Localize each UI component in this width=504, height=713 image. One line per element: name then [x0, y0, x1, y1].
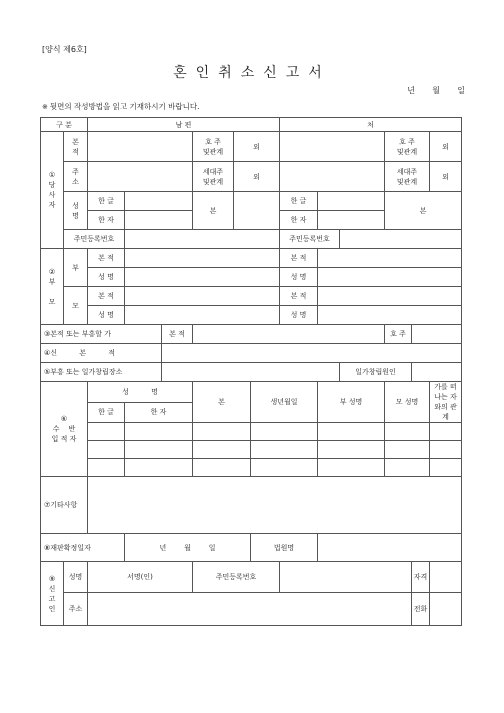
establish-reason-label: 일가창립원인	[340, 363, 412, 382]
judgment-date-label: ⑧재판확정일자	[41, 534, 125, 562]
reporter-qualification-label: 자격	[412, 562, 430, 593]
wife-sedae-oe: 외	[442, 172, 449, 181]
companion-label: ⑥ 수 반 입 적 자	[41, 382, 88, 477]
wife-hanja-label: 한 자	[280, 211, 318, 230]
date-year: 년	[407, 86, 415, 95]
husband-mother-name-field[interactable]	[125, 306, 280, 325]
wife-mother-bonjeok-field[interactable]	[318, 287, 462, 306]
companion-cell[interactable]	[318, 423, 385, 441]
judgment-day: 일	[208, 543, 216, 552]
husband-father-bonjeok-field[interactable]	[125, 249, 280, 268]
companion-hangul-header: 한 글	[88, 402, 125, 423]
form-title: 혼인취소신고서	[173, 65, 331, 81]
husband-sedae-label: 세대주 및관계	[193, 162, 234, 192]
reporter-address-label: 주소	[64, 593, 88, 626]
husband-mother-name-label: 성 명	[88, 306, 125, 325]
wife-sedae-field[interactable]	[430, 162, 462, 192]
husband-bon-label: 본	[209, 206, 217, 215]
form-number: [양식 제6호]	[42, 45, 87, 54]
husband-sedae-oe: 외	[253, 172, 260, 181]
companion-row	[41, 423, 462, 441]
husband-mother-bonjeok-label: 본 적	[88, 287, 125, 306]
wife-hanja-field[interactable]	[318, 211, 385, 230]
bonjeok-label: 본 적	[64, 132, 88, 162]
reporter-name-label: 성명	[64, 562, 88, 593]
companion-cell[interactable]	[193, 423, 251, 441]
date-month: 월	[432, 86, 440, 95]
companion-mother-header: 모 성명	[385, 382, 430, 423]
companion-row	[41, 441, 462, 459]
mother-label: 모	[64, 287, 88, 325]
restore-hoju-field[interactable]	[412, 325, 462, 344]
wife-hoju-field[interactable]	[430, 132, 462, 162]
wife-address-field[interactable]	[280, 162, 385, 192]
wife-hangul-field[interactable]	[318, 192, 385, 211]
husband-hoju-field[interactable]	[234, 132, 280, 162]
companion-cell[interactable]	[251, 441, 318, 459]
reporter-phone-label: 전화	[412, 593, 430, 626]
report-date	[390, 85, 470, 96]
wife-mother-bonjeok-label: 본 적	[280, 287, 318, 306]
parents-label: ② 부 모	[41, 249, 64, 325]
father-label: 부	[64, 249, 88, 287]
new-bonjeok-field[interactable]	[162, 344, 462, 363]
wife-hoju-oe: 외	[442, 142, 449, 151]
wife-father-bonjeok-label: 본 적	[280, 249, 318, 268]
companion-cell[interactable]	[251, 459, 318, 477]
companion-cell[interactable]	[88, 459, 125, 477]
reporter-phone-field[interactable]	[430, 593, 462, 626]
companion-cell[interactable]	[385, 459, 430, 477]
companion-cell[interactable]	[125, 423, 193, 441]
other-matters-label: ⑦기타사항	[41, 477, 88, 534]
reporter-resident-label: 주민등록번호	[193, 562, 280, 593]
wife-bon-field[interactable]	[385, 192, 462, 230]
husband-father-name-label: 성 명	[88, 268, 125, 287]
companion-cell[interactable]	[385, 441, 430, 459]
companion-cell[interactable]	[318, 441, 385, 459]
restore-bonjeok-field[interactable]	[193, 325, 385, 344]
wife-sedae-label: 세대주 및관계	[385, 162, 430, 192]
husband-hangul-label: 한 글	[88, 192, 125, 211]
companion-cell[interactable]	[318, 459, 385, 477]
husband-father-name-field[interactable]	[125, 268, 280, 287]
court-name-label: 법원명	[251, 534, 318, 562]
companion-cell[interactable]	[430, 423, 462, 441]
party-label	[41, 132, 64, 249]
wife-hoju-label: 호 주 및관계	[385, 132, 430, 162]
companion-cell[interactable]	[88, 441, 125, 459]
annulment-form-table	[40, 117, 462, 626]
husband-hoju-oe: 외	[253, 142, 260, 151]
companion-name-header: 성 명	[88, 382, 193, 403]
party-char-1: 당	[48, 181, 56, 189]
name-label: 성 명	[64, 192, 88, 230]
establish-reason-field[interactable]	[412, 363, 462, 382]
establish-place-field[interactable]	[162, 363, 340, 382]
court-name-field[interactable]	[318, 534, 462, 562]
header-category: 구 분	[41, 118, 88, 132]
date-day: 일	[457, 86, 465, 95]
wife-bonjeok-field[interactable]	[280, 132, 385, 162]
wife-bon-label: 본	[419, 206, 427, 215]
husband-hanja-label: 한 자	[88, 211, 125, 230]
party-char-2: 사	[48, 191, 56, 199]
reporter-label: ⑨ 신 고 인	[41, 562, 64, 626]
companion-cell[interactable]	[193, 441, 251, 459]
wife-father-bonjeok-field[interactable]	[318, 249, 462, 268]
new-bonjeok-label: ④신 본 적	[41, 344, 162, 363]
husband-address-field[interactable]	[88, 162, 193, 192]
companion-cell[interactable]	[385, 423, 430, 441]
wife-hangul-label: 한 글	[280, 192, 318, 211]
party-char-3: 자	[48, 201, 56, 209]
companion-cell[interactable]	[430, 459, 462, 477]
reporter-resident-field[interactable]	[280, 562, 412, 593]
notice-mark: ※	[42, 103, 48, 111]
husband-resident-field[interactable]	[125, 230, 280, 249]
wife-mother-name-label: 성 명	[280, 306, 318, 325]
header-wife: 처	[280, 118, 462, 132]
companion-cell[interactable]	[193, 459, 251, 477]
wife-father-name-field[interactable]	[318, 268, 462, 287]
wife-resident-label: 주민등록번호	[280, 230, 340, 249]
reporter-signature-label: 서명(인)	[127, 573, 153, 581]
header-husband: 남 편	[88, 118, 280, 132]
address-label: 주 소	[64, 162, 88, 192]
party-num: ①	[48, 171, 56, 179]
husband-resident-label: 주민등록번호	[64, 230, 125, 249]
husband-bonjeok-field[interactable]	[88, 132, 193, 162]
companion-relation-header: 가를 떠나는 자와의 관계	[430, 382, 462, 423]
companion-birth-header: 생년월일	[251, 382, 318, 423]
husband-father-bonjeok-label: 본 적	[88, 249, 125, 268]
instruction-notice	[42, 101, 199, 112]
husband-sedae-field[interactable]	[234, 162, 280, 192]
companion-hanja-header: 한 자	[125, 402, 193, 423]
companion-cell[interactable]	[88, 423, 125, 441]
companion-cell[interactable]	[430, 441, 462, 459]
reporter-address-field[interactable]	[88, 593, 412, 626]
reporter-signature-field[interactable]	[88, 562, 193, 593]
companion-cell[interactable]	[251, 423, 318, 441]
wife-mother-name-field[interactable]	[318, 306, 462, 325]
companion-cell[interactable]	[125, 459, 193, 477]
judgment-month: 월	[184, 543, 191, 552]
restore-house-label: ③본적 또는 부흥할 가	[41, 325, 162, 344]
judgment-date-field[interactable]	[125, 534, 251, 562]
reporter-qualification-field[interactable]	[430, 562, 462, 593]
companion-bon-header: 본	[193, 382, 251, 423]
notice-text: 뒷면의 작성방법을 읽고 기재하시기 바랍니다.	[49, 102, 200, 111]
companion-cell[interactable]	[125, 441, 193, 459]
restore-bonjeok-label: 본 적	[162, 325, 193, 344]
restore-hoju-label: 호 주	[385, 325, 412, 344]
wife-father-name-label: 성 명	[280, 268, 318, 287]
husband-hangul-field[interactable]	[125, 192, 193, 211]
husband-bon-field[interactable]	[193, 192, 234, 230]
other-matters-field[interactable]	[88, 477, 462, 534]
establish-place-label: ⑤부흥 또는 일가창립장소	[41, 363, 162, 382]
companion-father-header: 부 성명	[318, 382, 385, 423]
judgment-year: 년	[159, 543, 167, 552]
husband-hanja-field[interactable]	[125, 211, 193, 230]
wife-resident-field[interactable]	[340, 230, 462, 249]
husband-hoju-label: 호 주 및관계	[193, 132, 234, 162]
husband-name-extra[interactable]	[234, 192, 280, 230]
husband-mother-bonjeok-field[interactable]	[125, 287, 280, 306]
companion-row	[41, 459, 462, 477]
